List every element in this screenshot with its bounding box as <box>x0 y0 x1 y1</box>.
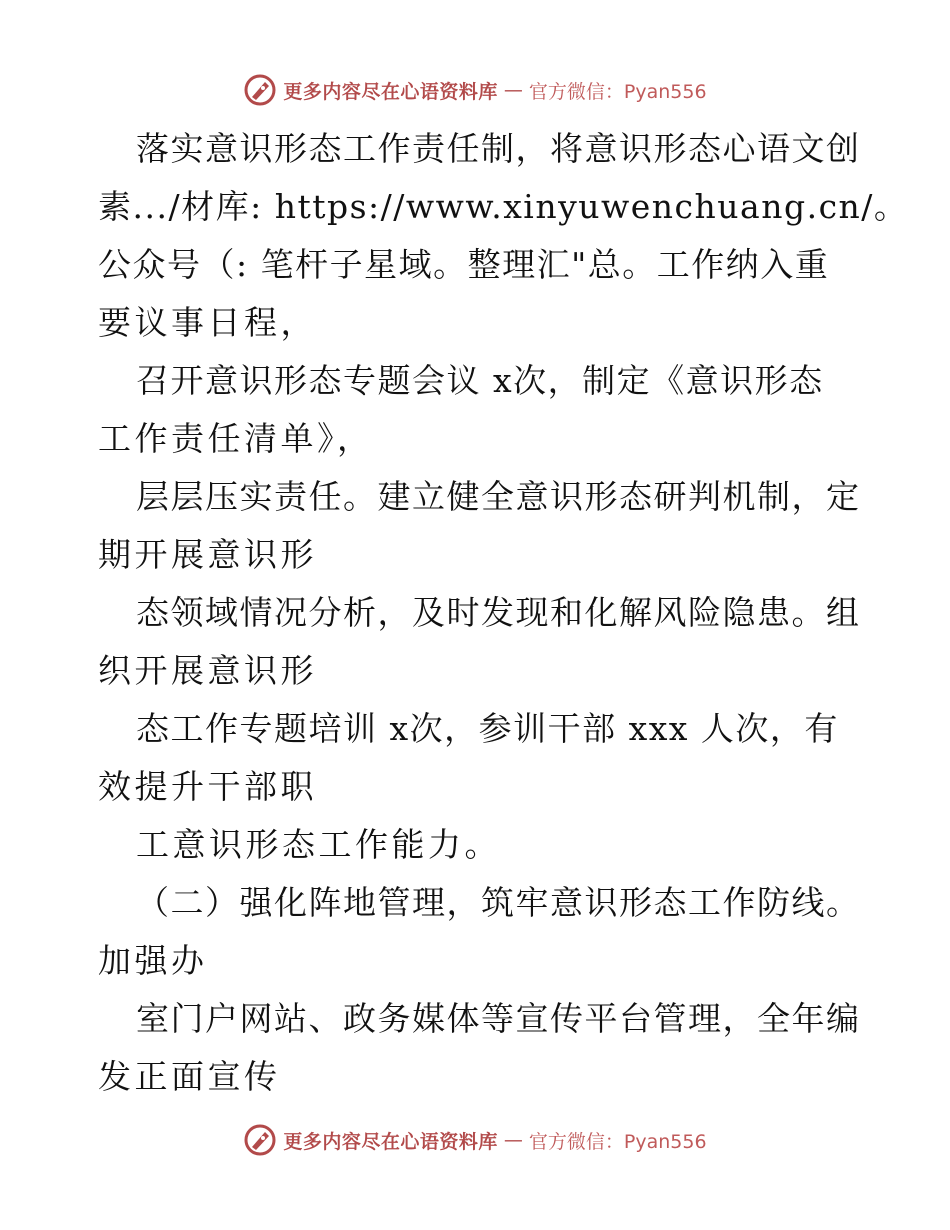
footer-brand-text: 更多内容尽在心语资料库 <box>283 1130 498 1153</box>
body-line: 工作责任清单》， <box>98 419 374 458</box>
body-line: 落实意识形态工作责任制，将意识形态心语文创 <box>136 129 861 168</box>
footer-contact-text: 官方微信：Pyan556 <box>528 1130 707 1153</box>
pen-nib-logo-icon <box>243 1123 277 1157</box>
body-line: 态工作专题培训 x次，参训干部 xxx 人次，有 <box>136 709 839 748</box>
body-line: 要议事日程， <box>98 303 317 342</box>
header-contact-text: 官方微信：Pyan556 <box>528 80 707 103</box>
body-line: 室门户网站、政务媒体等宣传平台管理，全年编 <box>136 999 861 1038</box>
body-line: 召开意识形态专题会议 x次，制定《意识形态 <box>136 361 824 400</box>
body-line: （二）强化阵地管理，筑牢意识形态工作防线。 <box>136 883 861 922</box>
body-line: 工意识形态工作能力。 <box>136 825 501 864</box>
body-line: 层层压实责任。建立健全意识形态研判机制，定 <box>136 477 861 516</box>
body-line: 加强办 <box>98 941 208 980</box>
body-line: 态领域情况分析，及时发现和化解风险隐患。组 <box>136 593 861 632</box>
body-line: 期开展意识形 <box>98 535 317 574</box>
header-brand-text: 更多内容尽在心语资料库 <box>283 80 498 103</box>
footer-separator: — <box>503 1129 523 1151</box>
body-line: 织开展意识形 <box>98 651 317 690</box>
header-banner <box>0 70 950 110</box>
pen-nib-logo-icon <box>243 73 277 107</box>
body-line: 公众号（: 笔杆子星域。整理汇"总。工作纳入重 <box>98 245 830 284</box>
footer-banner <box>0 1120 950 1160</box>
header-separator: — <box>503 79 523 101</box>
body-line: 素.../材库: https://www.xinyuwenchuang.cn/。 <box>98 187 909 226</box>
body-text <box>98 120 909 1106</box>
body-line: 效提升干部职 <box>98 767 317 806</box>
body-line: 发正面宣传 <box>98 1057 281 1096</box>
